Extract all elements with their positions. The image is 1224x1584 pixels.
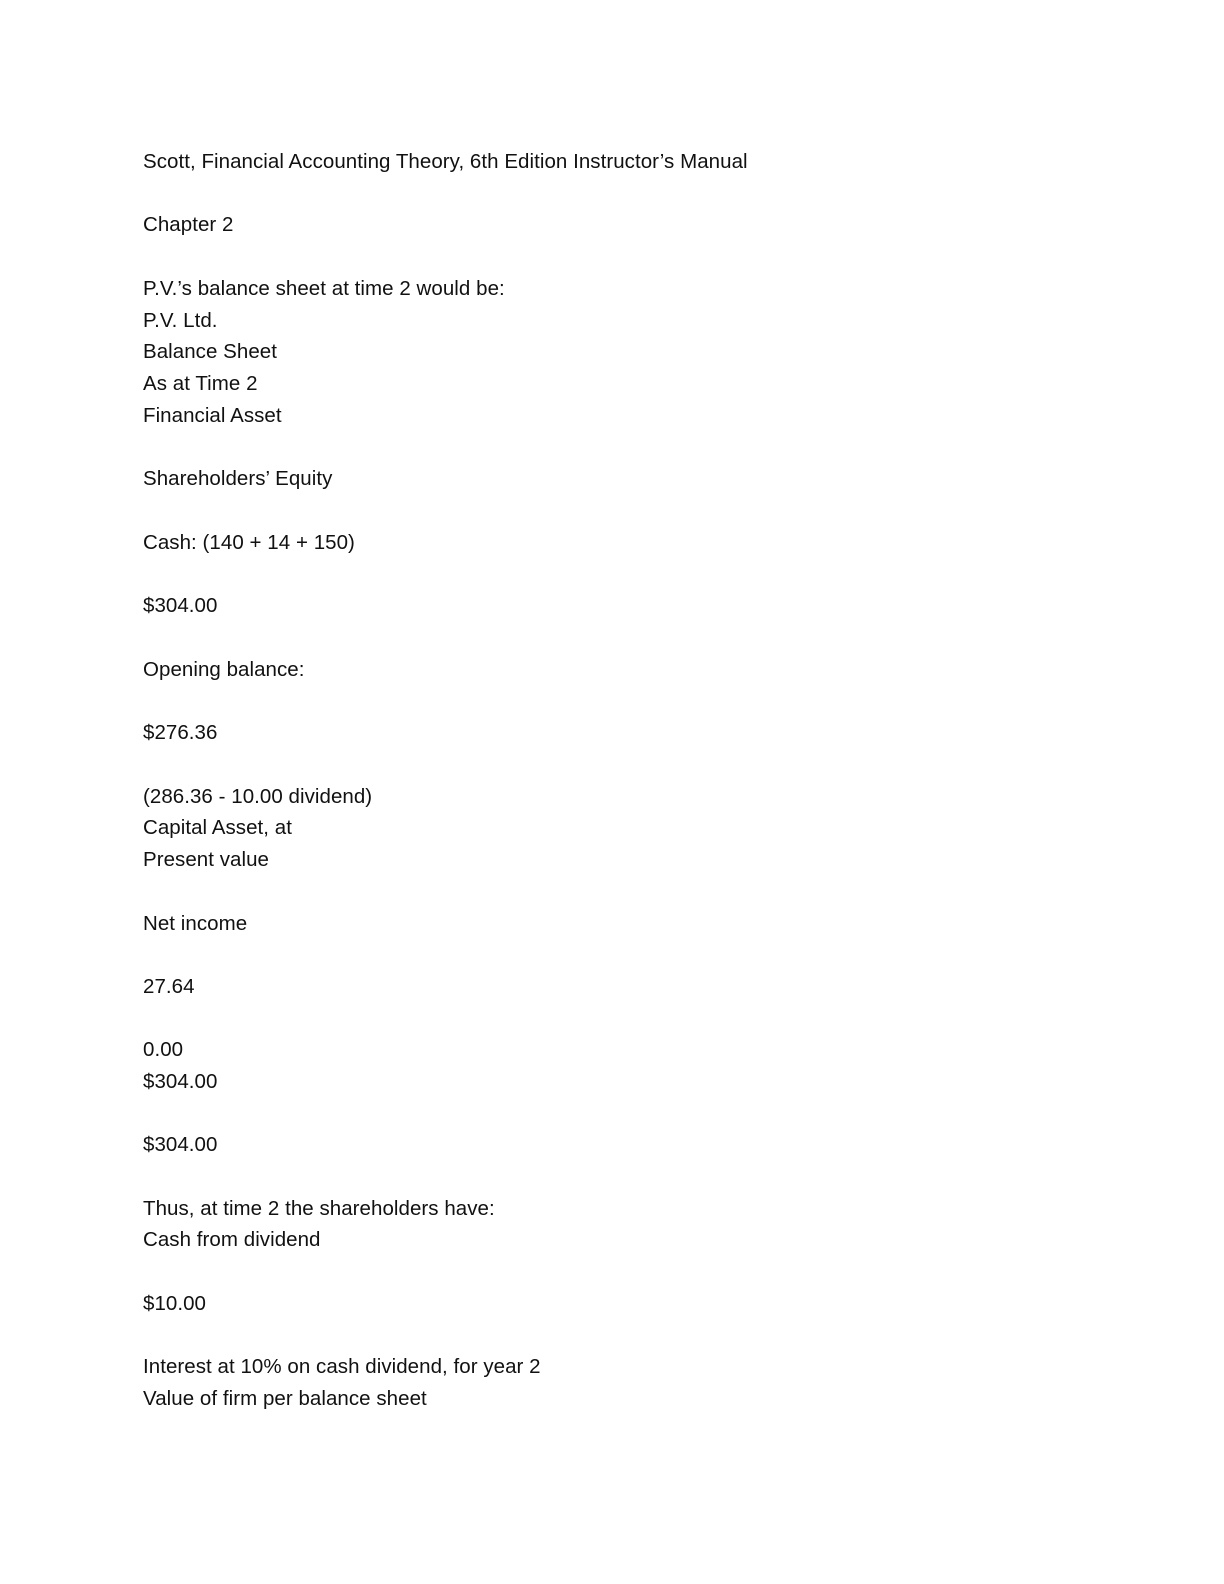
text-line: P.V.’s balance sheet at time 2 would be: — [143, 277, 505, 300]
document-header: Scott, Financial Accounting Theory, 6th Edition Instructor’s Manual — [143, 150, 748, 173]
text-line: Balance Sheet — [143, 340, 277, 363]
text-line: Present value — [143, 848, 270, 871]
text-line: P.V. Ltd. — [143, 309, 218, 332]
text-line: Opening balance: — [143, 658, 305, 681]
text-line: Net income — [143, 912, 248, 935]
text-line: Interest at 10% on cash dividend, for year 2 — [143, 1355, 541, 1378]
text-line: Cash: (140 + 14 + 150) — [143, 531, 355, 554]
text-line: Shareholders’ Equity — [143, 467, 333, 490]
text-line: Financial Asset — [143, 404, 282, 427]
text-line: Cash from dividend — [143, 1228, 321, 1251]
text-line: $304.00 — [143, 594, 218, 617]
text-line: $304.00 — [143, 1133, 218, 1156]
text-line: 0.00 — [143, 1038, 184, 1061]
text-line: Capital Asset, at — [143, 816, 292, 839]
text-line: Value of firm per balance sheet — [143, 1387, 427, 1410]
chapter-heading: Chapter 2 — [143, 213, 234, 236]
text-line: Thus, at time 2 the shareholders have: — [143, 1197, 495, 1220]
text-line: $10.00 — [143, 1292, 207, 1315]
text-line: 27.64 — [143, 975, 195, 998]
text-line: As at Time 2 — [143, 372, 258, 395]
text-line: (286.36 - 10.00 dividend) — [143, 785, 373, 808]
text-line: $304.00 — [143, 1070, 218, 1093]
text-line: $276.36 — [143, 721, 218, 744]
